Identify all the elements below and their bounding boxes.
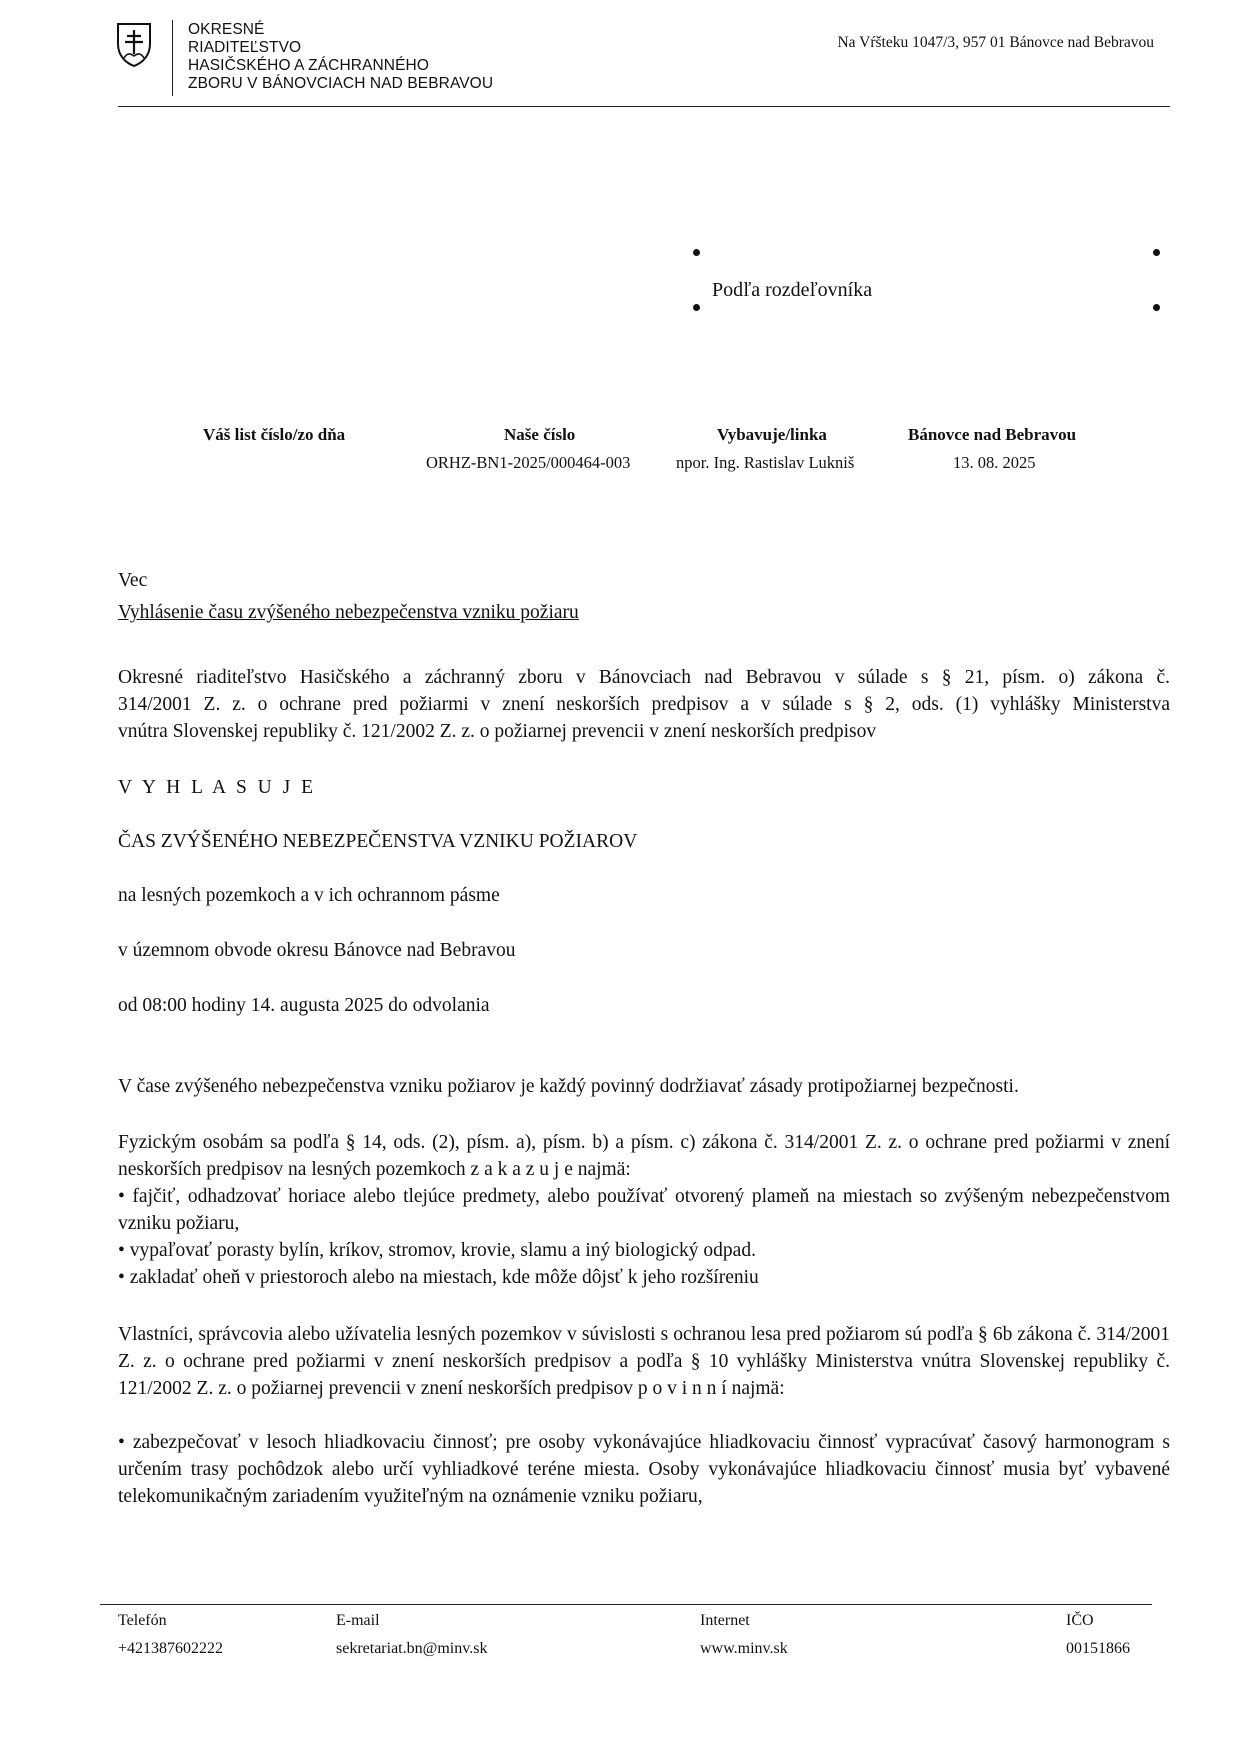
- intro-paragraph: [118, 664, 1170, 745]
- ico: 00151866: [1066, 1640, 1130, 1657]
- phone: +421387602222: [118, 1640, 224, 1657]
- declaration: V Y H L A S U J E: [118, 777, 316, 798]
- web-label: Internet: [700, 1612, 750, 1629]
- prohibition-item: • zakladať oheň v priestoroch alebo na miestach, kde môže dôjsť k jeho rozšíreniu: [118, 1267, 759, 1288]
- header-divider: [172, 20, 173, 96]
- subject-label: Vec: [118, 570, 148, 591]
- organization-name: [188, 21, 493, 93]
- intro-line: Okresné riaditeľstvo Hasičského a záchranný zboru v Bánovciach nad Bebravou v súlade s § 21, písm. o) zákona č.: [118, 667, 1170, 688]
- phone-label: Telefón: [118, 1612, 167, 1629]
- handler-label: Vybavuje/linka: [717, 425, 827, 444]
- obligation-item: • zabezpečovať v lesoch hliadkovaciu činnosť; pre osoby vykonávajúce hliadkovaciu činnosť vypracúvať časový harmonogram s určením trasy pochôdzok alebo určí vyhliadkové teréne miesta. Osoby vykonávajúce hliadkovaciu činnosť musia byť vybavené telekomunikačným zariadením využiteľným na oznámenie vzniku požiaru,: [118, 1432, 1170, 1507]
- our-number: ORHZ-BN1-2025/000464-003: [426, 453, 631, 472]
- duty-paragraph: V čase zvýšeného nebezpečenstva vzniku požiarov je každý povinný dodržiavať zásady protipožiarnej bezpečnosti.: [118, 1076, 1019, 1097]
- subject-title-text: Vyhlásenie času zvýšeného nebezpečenstva vzniku požiaru: [118, 602, 579, 623]
- sender-address: Na Vŕšteku 1047/3, 957 01 Bánovce nad Bebravou: [837, 34, 1154, 51]
- letter-date: 13. 08. 2025: [953, 453, 1036, 472]
- prohibition-intro: Fyzickým osobám sa podľa § 14, ods. (2), písm. a), písm. b) a písm. c) zákona č. 314/2001 Z. z. o ochrane pred požiarmi v znení neskorších predpisov na lesných pozemkoch z a k a z u j e najmä:: [118, 1132, 1170, 1180]
- ico-label: IČO: [1066, 1612, 1094, 1629]
- declaration-period: od 08:00 hodiny 14. augusta 2025 do odvolania: [118, 995, 490, 1016]
- address-window-mark: [693, 304, 700, 311]
- org-line: ZBORU V BÁNOVCIACH NAD BEBRAVOU: [188, 75, 494, 92]
- prohibition-item: • vypaľovať porasty bylín, kríkov, stromov, krovie, slamu a iný biologický odpad.: [118, 1240, 756, 1261]
- org-line: RIADITEĽSTVO: [188, 39, 302, 56]
- owners-paragraph: Vlastníci, správcovia alebo užívatelia lesných pozemkov v súvislosti s ochranou lesa pred požiarom sú podľa § 6b zákona č. 314/2001 Z. z. o ochrane pred požiarmi v znení neskorších predpisov a podľa § 10 vyhlášky Ministerstva vnútra Slovenskej republiky č. 121/2002 Z. z. o požiarnej prevencii v znení neskorších predpisov p o v i n n í najmä:: [118, 1324, 1170, 1399]
- declaration-scope: na lesných pozemkoch a v ich ochrannom pásme: [118, 885, 500, 906]
- header-rule: [118, 106, 1170, 107]
- address-window-mark: [1153, 304, 1160, 311]
- address-window-mark: [1153, 249, 1160, 256]
- recipient: Podľa rozdeľovníka: [712, 279, 873, 301]
- prohibition-section: [118, 1129, 1170, 1291]
- handler: npor. Ing. Rastislav Lukniš: [676, 453, 855, 472]
- prohibition-item: • fajčiť, odhadzovať horiace alebo tlejúce predmety, alebo používať otvorený plameň na miestach so zvýšeným nebezpečenstvom vzniku požiaru,: [118, 1186, 1170, 1234]
- our-number-label: Naše číslo: [504, 425, 576, 444]
- declaration-heading: ČAS ZVÝŠENÉHO NEBEZPEČENSTVA VZNIKU POŽIAROV: [118, 831, 638, 852]
- org-line: HASIČSKÉHO A ZÁCHRANNÉHO: [188, 57, 429, 74]
- org-line: OKRESNÉ: [188, 21, 265, 38]
- place-label: Bánovce nad Bebravou: [908, 425, 1077, 444]
- subject-title: [118, 599, 1170, 626]
- address-window-mark: [693, 249, 700, 256]
- your-letter-label: Váš list číslo/zo dňa: [203, 425, 346, 444]
- intro-line: vnútra Slovenskej republiky č. 121/2002 Z. z. o požiarnej prevencii v znení neskorších predpisov: [118, 721, 877, 742]
- intro-line: 314/2001 Z. z. o ochrane pred požiarmi v znení neskorších predpisov a v súlade s § 2, ods. (1) vyhlášky Ministerstva: [118, 694, 1170, 715]
- footer-rule: [100, 1604, 1152, 1605]
- email-label: E-mail: [336, 1612, 380, 1629]
- coat-of-arms-icon: [116, 22, 152, 68]
- declaration-area: v územnom obvode okresu Bánovce nad Bebravou: [118, 940, 516, 961]
- web-link[interactable]: www.minv.sk: [700, 1640, 788, 1657]
- email-link[interactable]: sekretariat.bn@minv.sk: [336, 1640, 488, 1657]
